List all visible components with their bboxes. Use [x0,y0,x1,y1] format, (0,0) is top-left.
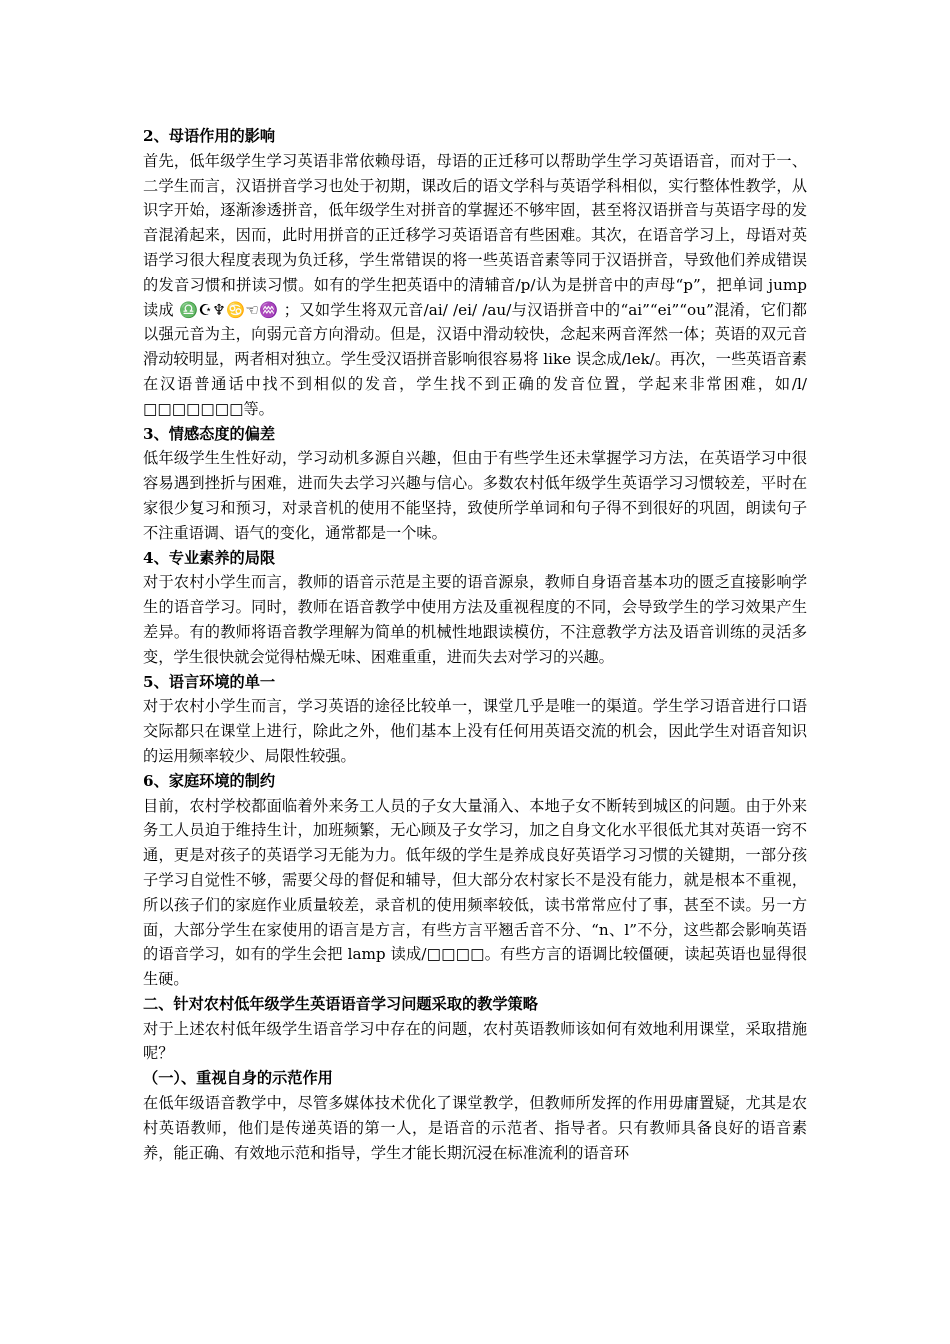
section-teacher-model [143,1066,807,1165]
document-page [143,124,807,1165]
section-heading: 4、专业素养的局限 [143,548,276,567]
paragraph: 对于上述农村低年级学生语音学习中存在的问题，农村英语教师该如何有效地利用课堂，采取措施呢？ [143,1019,807,1063]
section-heading: 5、语言环境的单一 [143,672,276,691]
section-heading: （一）、重视自身的示范作用 [143,1069,333,1088]
section-mother-tongue [143,124,807,422]
section-language-environment [143,670,807,769]
section-attitude [143,422,807,546]
section-family-environment [143,769,807,992]
section-strategies [143,992,807,1066]
paragraph: 目前，农村学校都面临着外来务工人员的子女大量涌入、本地子女不断转到城区的问题。由于外来务工人员迫于维持生计，加班频繁，无心顾及子女学习，加之自身文化水平很低尤其对英语一窍不通，更是对孩子的英语学习无能为力。低年级的学生是养成良好英语学习习惯的关键期，一部分孩子学习自觉性不够，需要父母的督促和辅导，但大部分农村家长不是没有能力，就是根本不重视，所以孩子们的家庭作业质量较差，录音机的使用频率较低，读书常常应付了事，甚至不读。另一方面，大部分学生在家使用的语言是方言，有些方言平翘舌音不分、“n、l”不分，这些都会影响英语的语音学习，如有的学生会把 lamp 读成/□□□□。有些方言的语调比较僵硬，读起英语也显得很生硬。 [143,796,807,989]
section-heading: 3、情感态度的偏差 [143,424,276,443]
section-heading: 2、母语作用的影响 [143,127,276,145]
paragraph: 低年级学生生性好动，学习动机多源自兴趣，但由于有些学生还未掌握学习方法，在英语学习中很容易遇到挫折与困难，进而失去学习兴趣与信心。多数农村低年级学生英语学习习惯较差，平时在家很少复习和预习，对录音机的使用不能坚持，致使所学单词和句子得不到很好的巩固，朗读句子不注重语调、语气的变化，通常都是一个味。 [143,449,807,542]
paragraph: 在低年级语音教学中，尽管多媒体技术优化了课堂教学，但教师所发挥的作用毋庸置疑，尤其是农村英语教师，他们是传递英语的第一人，是语音的示范者、指导者。只有教师具备良好的语音素养，能正确、有效地示范和指导，学生才能长期沉浸在标准流利的语音环 [143,1094,807,1162]
section-heading: 6、家庭环境的制约 [143,771,276,790]
section-professional [143,546,807,670]
paragraph: 首先，低年级学生学习英语非常依赖母语，母语的正迁移可以帮助学生学习英语语音，而对于一、二学生而言，汉语拼音学习也处于初期，课改后的语文学科与英语学科相似，实行整体性教学，从识字开始，逐渐渗透拼音，低年级学生对拼音的掌握还不够牢固，甚至将汉语拼音与英语字母的发音混淆起来，因而，此时用拼音的正迁移学习英语语音有些困难。其次，在语音学习上，母语对英语学习很大程度表现为负迁移，学生常错误的将一些英语音素等同于汉语拼音，导致他们养成错误的发音习惯和拼读习惯。如有的学生把英语中的清辅音/p/认为是拼音中的声母“p”，把单词 jump 读成 ♎☪♆♋☜♒ ；又如学生将双元音/ai/ /ei/ /au/与汉语拼音中的“ai”“ei”“ou”混淆，它们都以强元音为主，向弱元音方向滑动。但是，汉语中滑动较快，念起来两音浑然一体；英语的双元音滑动较明显，两者相对独立。学生受汉语拼音影响很容易将 like 误念成/lek/。再次，一些英语音素在汉语普通话中找不到相似的发音，学生找不到正确的发音位置，学起来非常困难，如/l/□□□□□□□等。 [143,151,807,418]
paragraph: 对于农村小学生而言，教师的语音示范是主要的语音源泉，教师自身语音基本功的匮乏直接影响学生的语音学习。同时，教师在语音教学中使用方法及重视程度的不同，会导致学生的学习效果产生差异。有的教师将语音教学理解为简单的机械性地跟读模仿，不注意教学方法及语音训练的灵活多变，学生很快就会觉得枯燥无味、困难重重，进而失去对学习的兴趣。 [143,573,807,666]
section-heading: 二、针对农村低年级学生英语语音学习问题采取的教学策略 [143,994,538,1013]
paragraph: 对于农村小学生而言，学习英语的途径比较单一，课堂几乎是唯一的渠道。学生学习语音进行口语交际都只在课堂上进行，除此之外，他们基本上没有任何用英语交流的机会，因此学生对语音知识的运用频率较少、局限性较强。 [143,697,807,765]
